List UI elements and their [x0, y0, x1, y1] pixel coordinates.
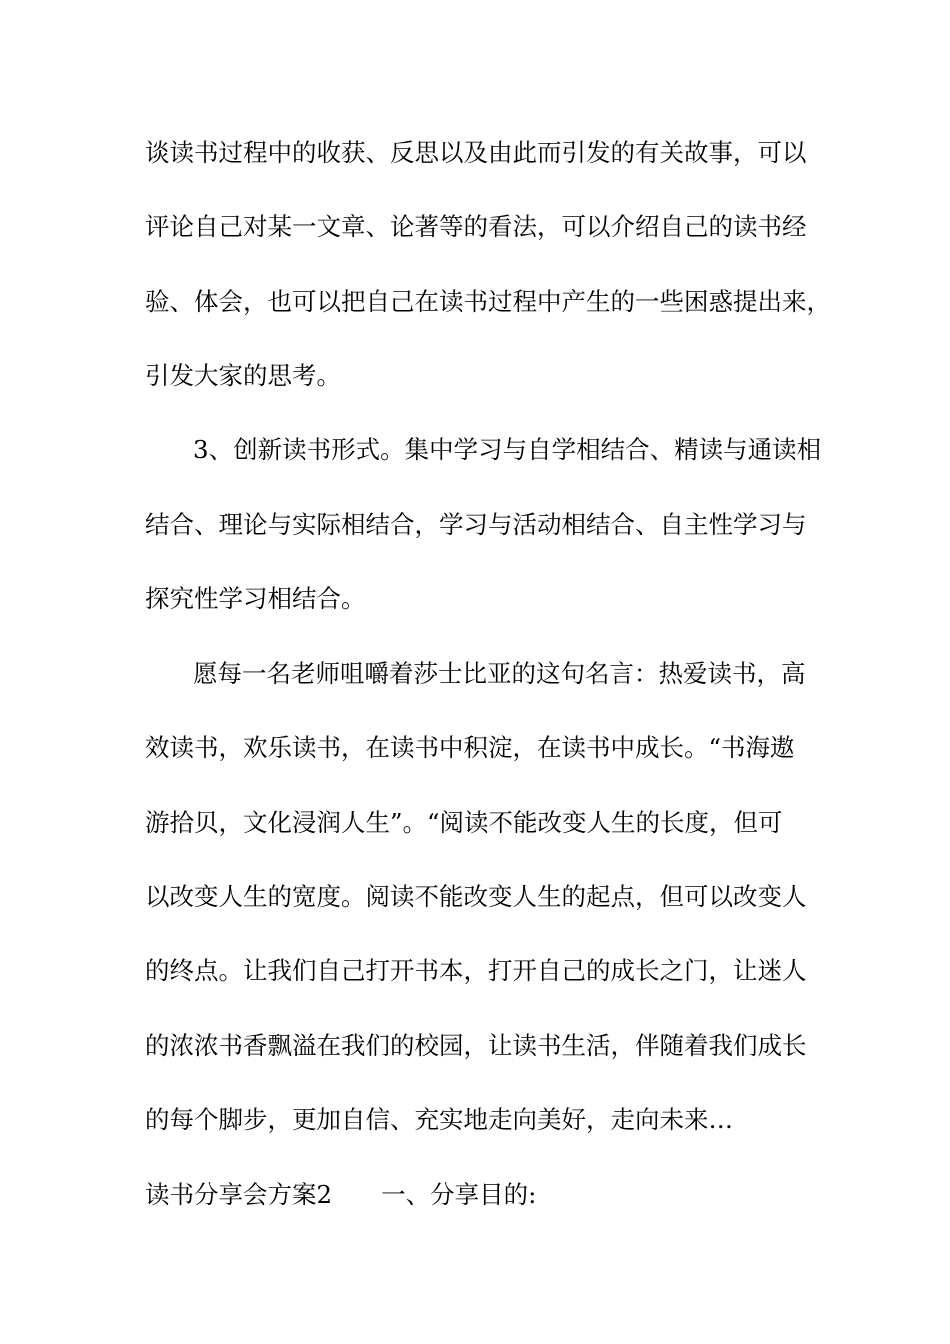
- text-line-12: 的终点。让我们自己打开书本，打开自己的成长之门，让迷人: [145, 956, 807, 985]
- closing-paragraph-first-line: 愿每一名老师咀嚼着莎士比亚的这句名言：热爱读书，高: [193, 659, 806, 688]
- text-line-7: 探究性学习相结合。: [145, 584, 366, 613]
- text-line-6: 结合、理论与实际相结合，学习与活动相结合、自主性学习与: [145, 510, 807, 539]
- text-line-13: 的浓浓书香飘溢在我们的校园，让读书生活，伴随着我们成长: [145, 1031, 807, 1060]
- section-heading-plan-2: 读书分享会方案2 一、分享目的:: [145, 1180, 537, 1209]
- text-line-1: 谈读书过程中的收获、反思以及由此而引发的有关故事，可以: [145, 138, 807, 167]
- text-line-2: 评论自己对某一文章、论著等的看法，可以介绍自己的读书经: [145, 212, 807, 241]
- text-line-10: 游拾贝，文化浸润人生”。“阅读不能改变人生的长度，但可: [145, 808, 783, 837]
- text-line-3: 验、体会，也可以把自己在读书过程中产生的一些困惑提出来，: [145, 287, 831, 316]
- text-line-14: 的每个脚步，更加自信、充实地走向美好，走向未来…: [145, 1105, 733, 1134]
- text-line-11: 以改变人生的宽度。阅读不能改变人生的起点，但可以改变人: [145, 882, 807, 911]
- paragraph-3-first-line: 3、创新读书形式。集中学习与自学相结合、精读与通读相: [193, 435, 822, 464]
- text-line-4: 引发大家的思考。: [145, 361, 341, 390]
- text-line-9: 效读书，欢乐读书，在读书中积淀，在读书中成长。“书海遨: [145, 733, 795, 762]
